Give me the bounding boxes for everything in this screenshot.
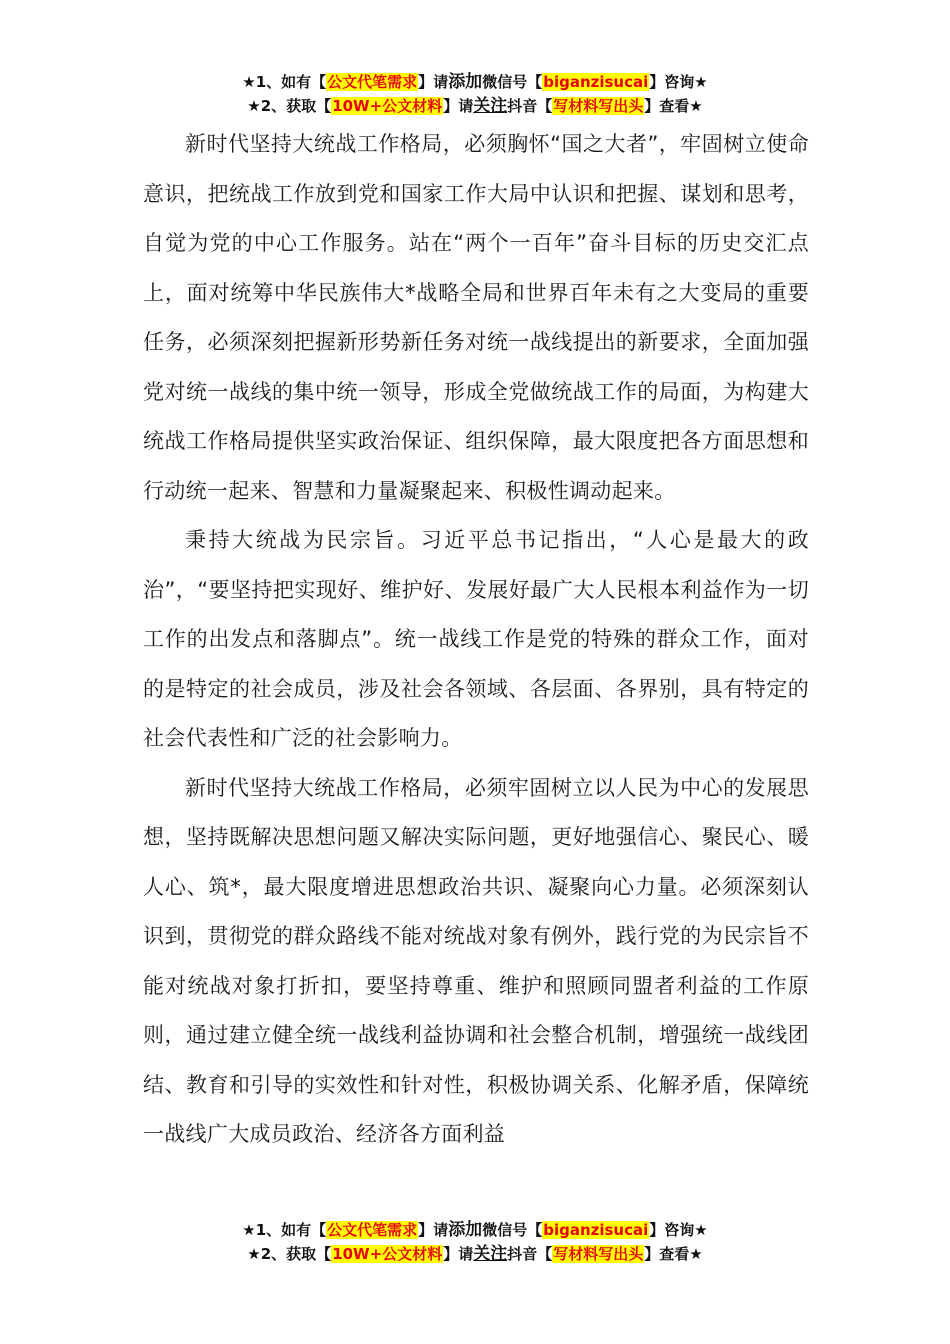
banner-text: 】咨询	[649, 1221, 695, 1239]
banner-text: 】查看	[644, 97, 690, 115]
highlight-materials: 10W+公文材料	[332, 1245, 443, 1263]
banner-line-2	[0, 94, 950, 118]
emphasis-text: 添加	[448, 72, 483, 92]
banner-text: 】咨询	[649, 73, 695, 91]
star-icon: ★	[247, 1245, 261, 1263]
highlight-douyin-account: 写材料写出头	[553, 1245, 644, 1263]
banner-line-1	[0, 70, 950, 94]
banner-line-2	[0, 1242, 950, 1266]
banner-text: 抖音【	[507, 1245, 553, 1263]
banner-text: 微信号【	[482, 1221, 543, 1239]
emphasis-text: 关注	[473, 1244, 508, 1264]
document-body	[143, 120, 809, 1160]
paragraph: 秉持大统战为民宗旨。习近平总书记指出，“人心是最大的政治”，“要坚持把实现好、维护好、发展好最广大人民根本利益作为一切工作的出发点和落脚点”。统一战线工作是党的特殊的群众工作，面对的是特定的社会成员，涉及社会各领域、各层面、各界别，具有特定的社会代表性和广泛的社会影响力。	[143, 528, 809, 750]
highlight-service: 公文代笔需求	[327, 1221, 418, 1239]
banner-text: 】请	[443, 1245, 474, 1263]
banner-text: 2、获取【	[260, 97, 332, 115]
highlight-wechat-id: biganzisucai	[543, 1221, 649, 1239]
banner-text: 】请	[418, 1221, 449, 1239]
star-icon: ★	[694, 73, 708, 91]
banner-text: 】请	[443, 97, 474, 115]
banner-text: 】查看	[644, 1245, 690, 1263]
emphasis-text: 添加	[448, 1220, 483, 1240]
banner-text: 1、如有【	[255, 73, 327, 91]
banner-text: 1、如有【	[255, 1221, 327, 1239]
banner-text: 】请	[418, 73, 449, 91]
highlight-wechat-id: biganzisucai	[543, 73, 649, 91]
paragraph: 新时代坚持大统战工作格局，必须牢固树立以人民为中心的发展思想，坚持既解决思想问题又解决实际问题，更好地强信心、聚民心、暖人心、筑*，最大限度增进思想政治共识、凝聚向心力量。必须深刻认识到，贯彻党的群众路线不能对统战对象有例外，践行党的为民宗旨不能对统战对象打折扣，要坚持尊重、维护和照顾同盟者利益的工作原则，通过建立健全统一战线利益协调和社会整合机制，增强统一战线团结、教育和引导的实效性和针对性，积极协调关系、化解矛盾，保障统一战线广大成员政治、经济各方面利益	[143, 775, 809, 1146]
star-icon: ★	[247, 97, 261, 115]
emphasis-text: 关注	[473, 96, 508, 116]
footer-banner	[0, 1218, 950, 1266]
star-icon: ★	[242, 73, 256, 91]
highlight-service: 公文代笔需求	[327, 73, 418, 91]
star-icon: ★	[694, 1221, 708, 1239]
star-icon: ★	[689, 97, 703, 115]
star-icon: ★	[242, 1221, 256, 1239]
banner-line-1	[0, 1218, 950, 1242]
highlight-douyin-account: 写材料写出头	[553, 97, 644, 115]
highlight-materials: 10W+公文材料	[332, 97, 443, 115]
star-icon: ★	[689, 1245, 703, 1263]
paragraph: 新时代坚持大统战工作格局，必须胸怀“国之大者”，牢固树立使命意识，把统战工作放到党和国家工作大局中认识和把握、谋划和思考，自觉为党的中心工作服务。站在“两个一百年”奋斗目标的历史交汇点上，面对统筹中华民族伟大*战略全局和世界百年未有之大变局的重要任务，必须深刻把握新形势新任务对统一战线提出的新要求，全面加强党对统一战线的集中统一领导，形成全党做统战工作的局面，为构建大统战工作格局提供坚实政治保证、组织保障，最大限度把各方面思想和行动统一起来、智慧和力量凝聚起来、积极性调动起来。	[143, 132, 809, 503]
banner-text: 抖音【	[507, 97, 553, 115]
header-banner	[0, 70, 950, 118]
banner-text: 微信号【	[482, 73, 543, 91]
banner-text: 2、获取【	[260, 1245, 332, 1263]
